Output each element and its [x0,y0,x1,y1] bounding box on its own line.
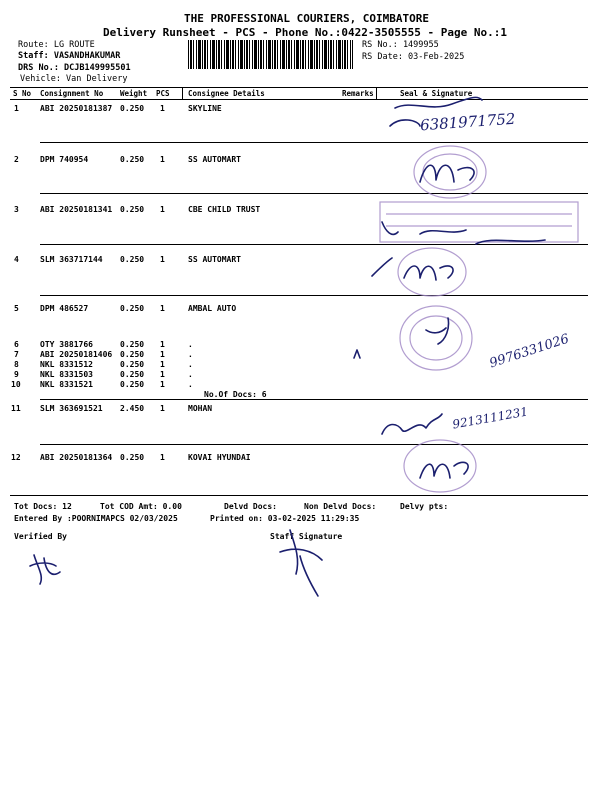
round-stamp-icon [404,440,476,492]
row-sno: 3 [14,205,19,214]
row-consignee: . [188,360,193,369]
route-label: Route: LG ROUTE [18,40,95,50]
row-consignee: KOVAI HYUNDAI [188,453,251,462]
row-consignment: SLM 363717144 [40,255,103,264]
row-weight: 0.250 [120,453,145,462]
staff-signature [280,530,322,596]
drs-number: DRS No.: DCJB149995501 [18,63,131,73]
staff-signature-label: Staff Signature [270,532,343,541]
row-sno: 10 [11,380,21,389]
rectangle-stamp-icon [380,202,578,242]
delivery-points: Delvy pts: [400,502,449,511]
row-consignment: NKL 8331512 [40,360,93,369]
row-sno: 9 [14,370,19,379]
col-header-seal: Seal & Signature [400,89,473,98]
row-pcs: 1 [160,104,165,113]
col-header-pcs: PCS [156,89,170,98]
vehicle-label: Vehicle: Van Delivery [20,74,128,84]
row-pcs: 1 [160,380,165,389]
printed-on: Printed on: 03-02-2025 11:29:35 [210,514,360,523]
staff-label: Staff: VASANDHAKUMAR [18,51,121,61]
rs-date: RS Date: 03-Feb-2025 [362,52,465,62]
rs-number: RS No.: 1499955 [362,40,439,50]
signature-stroke [354,318,449,358]
row-sno: 1 [14,104,19,113]
row-consignee: . [188,370,193,379]
row-pcs: 1 [160,304,165,313]
row-pcs: 1 [160,350,165,359]
handwritten-phone-2: 9976331026 [487,331,572,372]
verified-signature [30,555,60,584]
row-weight: 0.250 [120,104,145,113]
row-weight: 0.250 [120,360,145,369]
docs-count: No.Of Docs: 6 [204,390,267,399]
row-sno: 5 [14,304,19,313]
entered-by: Entered By :POORNIMAPCS 02/03/2025 [14,514,178,523]
row-consignment: OTY 3881766 [40,340,93,349]
round-stamp-icon [400,306,472,370]
row-consignment: SLM 363691521 [40,404,103,413]
row-sno: 11 [11,404,21,413]
row-pcs: 1 [160,205,165,214]
signature-stroke [420,165,474,182]
row-consignee: MOHAN [188,404,213,413]
row-sno: 2 [14,155,19,164]
row-consignment: ABI 20250181341 [40,205,113,214]
row-weight: 0.250 [120,205,145,214]
row-consignment: ABI 20250181387 [40,104,113,113]
row-sno: 6 [14,340,19,349]
round-stamp-icon [414,146,486,198]
row-pcs: 1 [160,340,165,349]
row-consignee: SS AUTOMART [188,155,241,164]
round-stamp-icon [398,248,466,296]
row-consignee: CBE CHILD TRUST [188,205,261,214]
row-consignment: DPM 486527 [40,304,89,313]
row-pcs: 1 [160,155,165,164]
signature-stroke [390,97,482,126]
col-header-remarks: Remarks [342,89,374,98]
total-docs: Tot Docs: 12 [14,502,72,511]
verified-by-label: Verified By [14,532,67,541]
row-consignment: ABI 20250181406 [40,350,113,359]
row-weight: 0.250 [120,340,145,349]
row-pcs: 1 [160,255,165,264]
signature-stroke [382,414,442,434]
row-consignment: NKL 8331521 [40,380,93,389]
row-weight: 2.450 [120,404,145,413]
col-header-sno: S No [13,89,32,98]
row-consignment: DPM 740954 [40,155,89,164]
non-delivered-docs: Non Delvd Docs: [304,502,377,511]
handwritten-phone-1: 6381971752 [419,109,516,135]
row-weight: 0.250 [120,350,145,359]
row-consignee: . [188,350,193,359]
row-sno: 8 [14,360,19,369]
company-title: THE PROFESSIONAL COURIERS, COIMBATORE [184,12,430,25]
col-header-consignee: Consignee Details [188,89,265,98]
signature-stroke [420,462,468,478]
delivered-docs: Delvd Docs: [224,502,277,511]
row-consignee: . [188,380,193,389]
row-weight: 0.250 [120,155,145,164]
row-consignment: ABI 20250181364 [40,453,113,462]
row-consignee: . [188,340,193,349]
row-pcs: 1 [160,360,165,369]
row-consignee: SS AUTOMART [188,255,241,264]
row-sno: 7 [14,350,19,359]
handwritten-phone-3: 9213111231 [451,404,529,432]
row-weight: 0.250 [120,304,145,313]
col-header-weight: Weight [120,89,148,98]
runsheet-subtitle: Delivery Runsheet - PCS - Phone No.:0422-3505555 - Page No.:1 [103,26,507,39]
signature-stroke [372,258,453,280]
row-consignee: SKYLINE [188,104,222,113]
total-cod: Tot COD Amt: 0.00 [100,502,182,511]
row-sno: 12 [11,453,21,462]
row-pcs: 1 [160,404,165,413]
col-header-consignment: Consignment No [40,89,104,98]
row-weight: 0.250 [120,370,145,379]
row-consignee: AMBAL AUTO [188,304,237,313]
row-pcs: 1 [160,370,165,379]
row-sno: 4 [14,255,19,264]
row-weight: 0.250 [120,255,145,264]
signature-stroke [382,222,545,244]
row-pcs: 1 [160,453,165,462]
row-weight: 0.250 [120,380,145,389]
row-consignment: NKL 8331503 [40,370,93,379]
